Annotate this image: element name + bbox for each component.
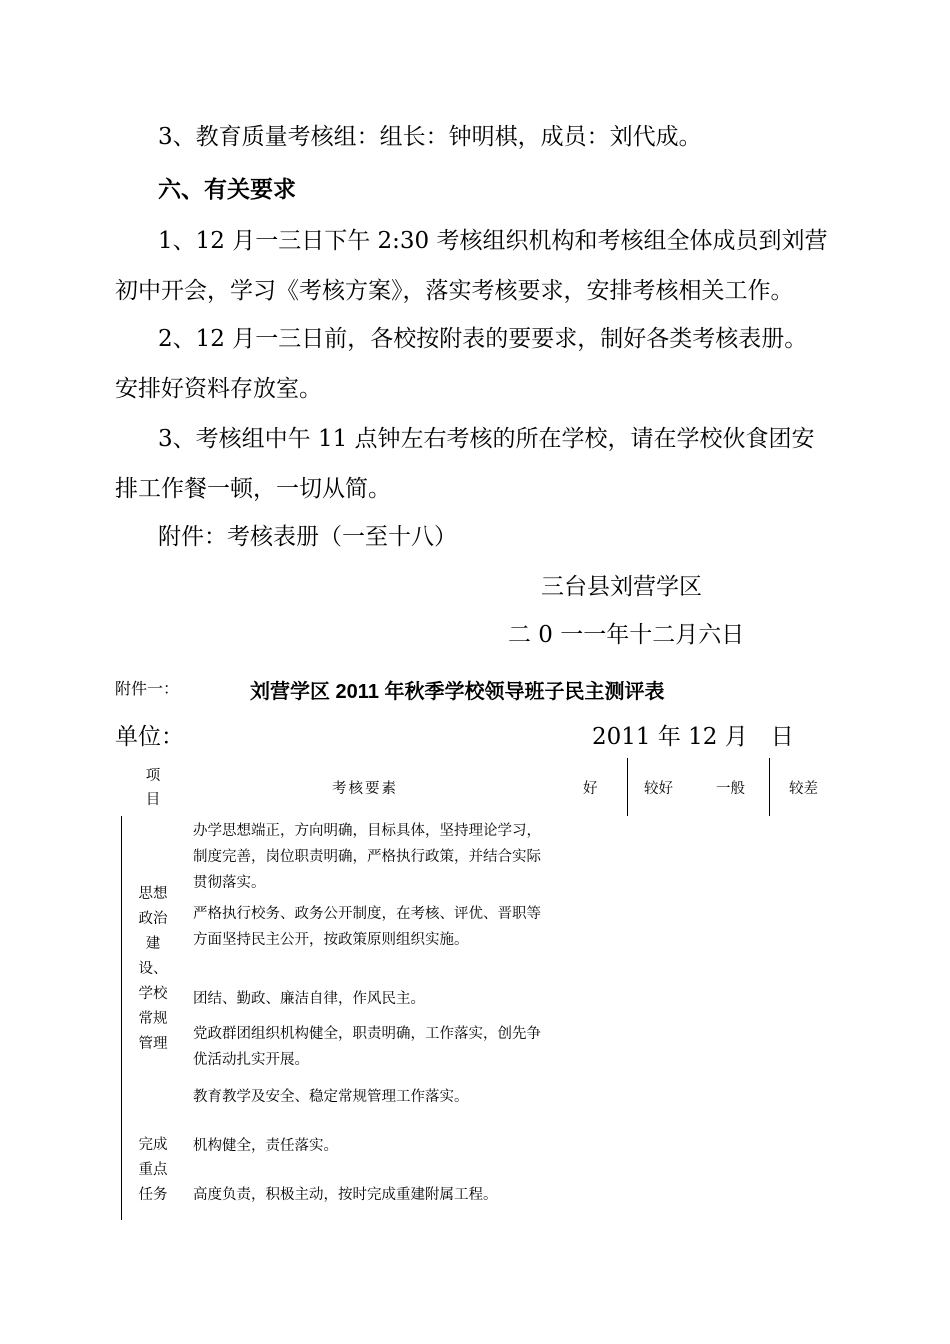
requirement2-line2: 安排好资料存放室。 — [115, 376, 322, 402]
date-label: 2011 年 12 月 日 — [592, 724, 794, 750]
signature-date: 二 0 一一年十二月六日 — [508, 622, 745, 648]
requirement1-line2: 初中开会，学习《考核方案》，落实考核要求，安排考核相关工作。 — [115, 278, 794, 304]
header-fairly-good: 较好 — [644, 781, 673, 797]
item3-exam-group: 3、教育质量考核组：组长：钟明棋，成员：刘代成。 — [158, 124, 702, 150]
header-divider-2 — [769, 758, 770, 816]
criterion-row: 教育教学及安全、稳定常规管理工作落实。 — [193, 1089, 469, 1105]
header-good: 好 — [583, 781, 598, 797]
requirement2-line1: 2、12 月一三日前，各校按附表的要要求，制好各类考核表册。 — [158, 326, 808, 352]
category-key-tasks: 完成 重点 任务 — [138, 1137, 168, 1203]
attachment-label: 附件一： — [115, 679, 180, 698]
attachment-note: 附件：考核表册（一至十八） — [158, 524, 457, 550]
requirement3-line1: 3、考核组中午 11 点钟左右考核的所在学校，请在学校伙食团安 — [158, 426, 815, 452]
criterion-row: 高度负责，积极主动，按时完成重建附属工程。 — [193, 1187, 498, 1203]
criterion-row: 团结、勤政、廉洁自律，作风民主。 — [193, 991, 425, 1007]
requirement1-line1: 1、12 月一三日下午 2:30 考核组织机构和考核组全体成员到刘营 — [158, 228, 828, 254]
header-divider-1 — [627, 758, 628, 816]
section6-heading: 六、有关要求 — [158, 177, 296, 203]
criterion-row: 党政群团组织机构健全，职责明确，工作落实，创先争优活动扎实开展。 — [193, 1026, 541, 1068]
form-title: 刘营学区 2011 年秋季学校领导班子民主测评表 — [250, 681, 665, 703]
header-criteria: 考核要素 — [332, 781, 398, 797]
criterion-row: 机构健全，责任落实。 — [193, 1138, 338, 1154]
header-poor: 较差 — [789, 781, 818, 797]
criterion-row: 办学思想端正，方向明确，目标具体，坚持理论学习，制度完善，岗位职责明确，严格执行政策，并结合实际贯彻落实。 — [193, 823, 541, 891]
header-average: 一般 — [716, 781, 745, 797]
signature-org: 三台县刘营学区 — [541, 574, 702, 600]
header-item: 项 目 — [145, 768, 161, 808]
unit-label: 单位： — [115, 724, 184, 750]
requirement3-line2: 排工作餐一顿，一切从简。 — [115, 476, 391, 502]
criterion-row: 严格执行校务、政务公开制度，在考核、评优、晋职等方面坚持民主公开，按政策原则组织实施。 — [193, 906, 541, 948]
category-politics-management: 思想 政治 建 设、 学校 常规 管理 — [138, 886, 168, 1052]
table-left-border — [121, 816, 122, 1220]
